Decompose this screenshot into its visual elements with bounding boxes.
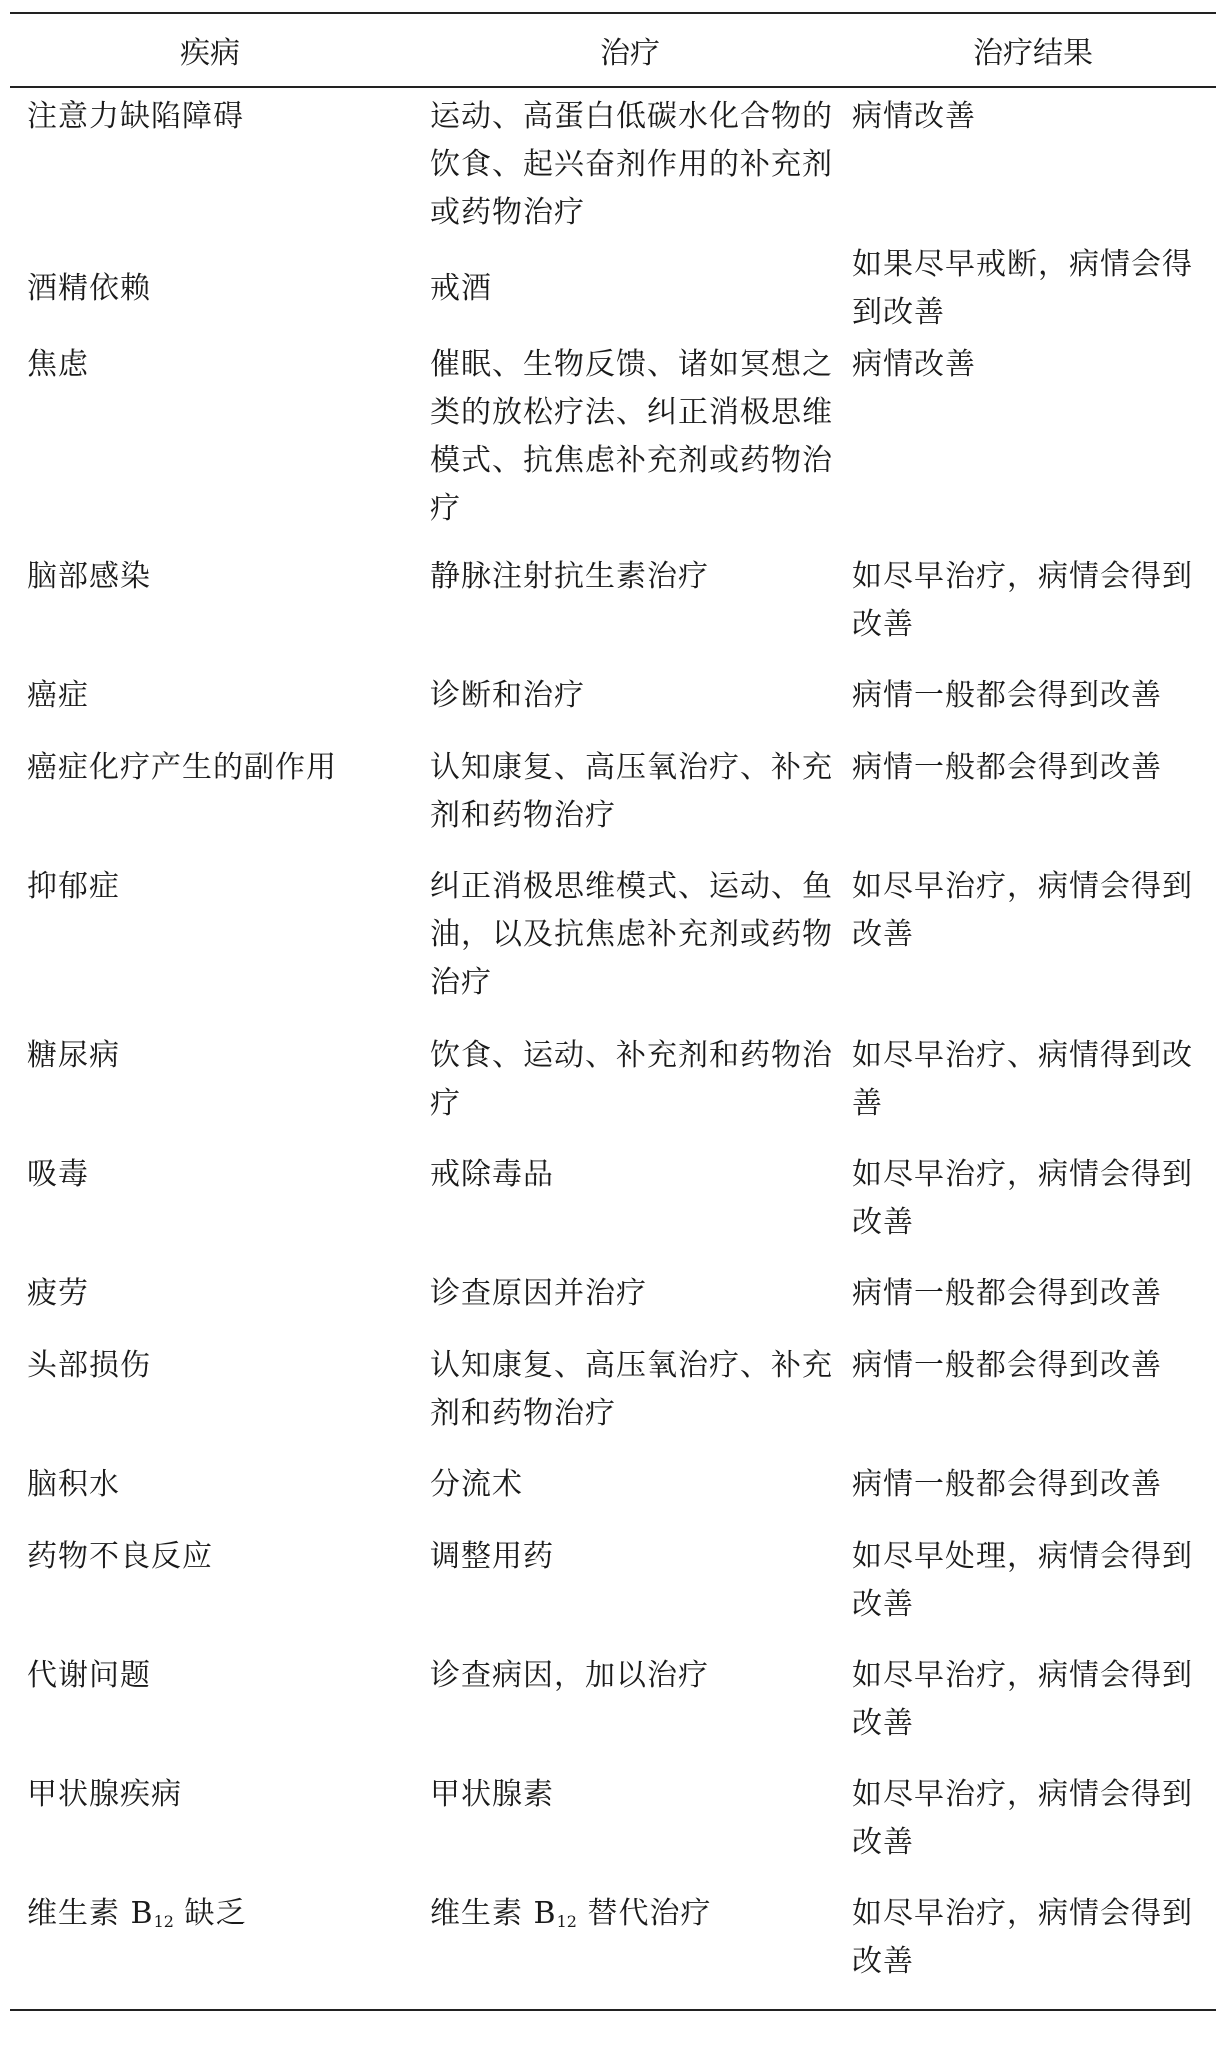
result-cell: 病情一般都会得到改善: [852, 1276, 1162, 1311]
disease-cell: 代谢问题: [27, 1658, 151, 1693]
treatment-cell: 分流术: [430, 1467, 523, 1502]
result-cell: 病情改善: [852, 99, 976, 134]
table-row: [10, 863, 1216, 1032]
treatment-cell: 认知康复、高压氧治疗、补充剂和药物治疗: [430, 750, 833, 833]
treatment-cell: 运动、高蛋白低碳水化合物的饮食、起兴奋剂作用的补充剂或药物治疗: [430, 99, 833, 230]
disease-cell: 注意力缺陷障碍: [27, 99, 244, 134]
treatment-table: [10, 12, 1216, 2011]
disease-cell: 药物不良反应: [27, 1539, 213, 1574]
treatment-text-post: 替代治疗: [576, 1896, 712, 1931]
table-row: [10, 553, 1216, 672]
result-cell: 如尽早治疗，病情会得到改善: [850, 1890, 1216, 2010]
table-row: [10, 1533, 1216, 1652]
disease-cell: 疲劳: [27, 1276, 89, 1311]
result-cell: 如尽早治疗，病情会得到改善: [852, 869, 1193, 952]
disease-subscript: 12: [153, 1912, 174, 1931]
treatment-cell: 戒除毒品: [430, 1157, 554, 1192]
treatment-text-pre: 维生素 B: [430, 1896, 557, 1931]
disease-cell: 酒精依赖: [27, 271, 151, 306]
treatment-cell: 甲状腺素: [430, 1777, 554, 1812]
table-row: [10, 87, 1216, 237]
table-row: [10, 1151, 1216, 1270]
result-cell: 如尽早治疗，病情会得到改善: [852, 1777, 1193, 1860]
disease-cell: 糖尿病: [27, 1038, 120, 1073]
result-cell: 如尽早治疗，病情会得到改善: [852, 559, 1193, 642]
table-row: [10, 1890, 1216, 2010]
header-disease: 疾病: [10, 13, 410, 87]
result-cell: 如尽早处理，病情会得到改善: [852, 1539, 1193, 1622]
table-row: [10, 1032, 1216, 1151]
treatment-cell: 静脉注射抗生素治疗: [430, 559, 709, 594]
result-cell: 如果尽早戒断，病情会得到改善: [852, 247, 1193, 330]
table-row: [10, 1270, 1216, 1342]
treatment-cell: [410, 1890, 850, 2010]
disease-cell: [10, 1890, 410, 2010]
disease-cell: 甲状腺疾病: [27, 1777, 182, 1812]
disease-cell: 焦虑: [27, 347, 89, 382]
disease-text-pre: 维生素 B: [27, 1896, 154, 1931]
treatment-cell: 认知康复、高压氧治疗、补充剂和药物治疗: [430, 1348, 833, 1431]
result-cell: 如尽早治疗，病情会得到改善: [852, 1157, 1193, 1240]
treatment-cell: 诊断和治疗: [430, 678, 585, 713]
table-row: [10, 1771, 1216, 1890]
result-cell: 如尽早治疗、病情得到改善: [852, 1038, 1193, 1121]
disease-cell: 吸毒: [27, 1157, 89, 1192]
header-result: 治疗结果: [850, 13, 1216, 87]
result-cell: 病情一般都会得到改善: [852, 1467, 1162, 1502]
header-treatment: 治疗: [410, 13, 850, 87]
result-cell: 病情改善: [852, 347, 976, 382]
result-cell: 病情一般都会得到改善: [852, 750, 1162, 785]
table-header-row: [10, 13, 1216, 87]
disease-cell: 脑积水: [27, 1467, 120, 1502]
result-cell: 如尽早治疗，病情会得到改善: [852, 1658, 1193, 1741]
table-row: [10, 341, 1216, 553]
table-row: [10, 744, 1216, 863]
result-cell: 病情一般都会得到改善: [852, 678, 1162, 713]
treatment-cell: 催眠、生物反馈、诸如冥想之类的放松疗法、纠正消极思维模式、抗焦虑补充剂或药物治疗: [430, 347, 833, 526]
result-cell: 病情一般都会得到改善: [852, 1348, 1162, 1383]
disease-cell: 头部损伤: [27, 1348, 151, 1383]
table-row: [10, 1652, 1216, 1771]
treatment-cell: 调整用药: [430, 1539, 554, 1574]
table-row: [10, 1342, 1216, 1461]
treatment-cell: 纠正消极思维模式、运动、鱼油，以及抗焦虑补充剂或药物治疗: [430, 869, 833, 1000]
disease-cell: 脑部感染: [27, 559, 151, 594]
table-row: [10, 672, 1216, 744]
disease-cell: 抑郁症: [27, 869, 120, 904]
disease-text-post: 缺乏: [173, 1896, 247, 1931]
treatment-cell: 诊查病因，加以治疗: [430, 1658, 709, 1693]
table-row: [10, 1461, 1216, 1533]
table-row: [10, 237, 1216, 341]
treatment-cell: 诊查原因并治疗: [430, 1276, 647, 1311]
treatment-subscript: 12: [556, 1912, 577, 1931]
disease-cell: 癌症: [27, 678, 89, 713]
treatment-cell: 饮食、运动、补充剂和药物治疗: [430, 1038, 833, 1121]
disease-cell: 癌症化疗产生的副作用: [27, 750, 337, 785]
treatment-cell: 戒酒: [430, 271, 492, 306]
